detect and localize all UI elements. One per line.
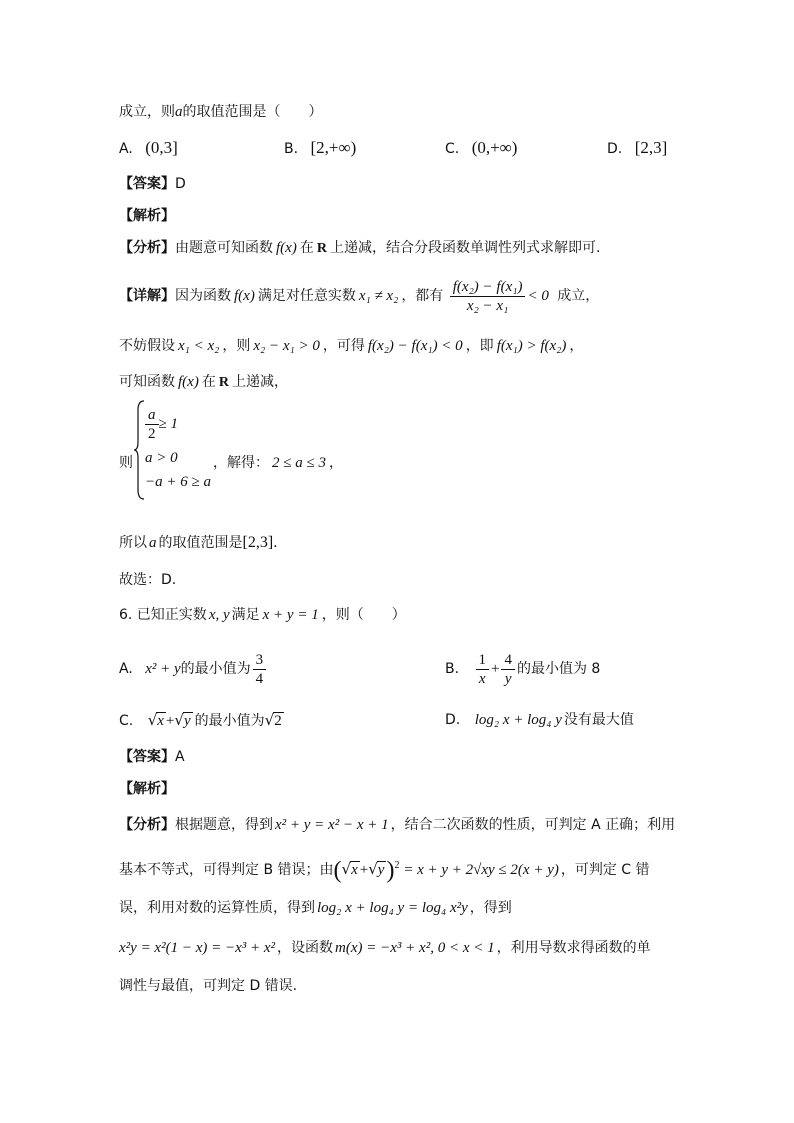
system-row-1 bbox=[145, 406, 178, 443]
system-row-3 bbox=[145, 474, 211, 491]
sqrt-icon: √ bbox=[341, 860, 352, 878]
fraction-numerator: 1 bbox=[476, 651, 490, 670]
text: 的最小值为 bbox=[194, 713, 265, 729]
answer-tag: 【答案】 bbox=[119, 176, 175, 192]
q6-fenxi-line2 bbox=[119, 856, 650, 884]
text: 的最小值为 8 bbox=[516, 661, 601, 677]
math: x₁ < x₂ bbox=[178, 338, 220, 354]
math-var: a bbox=[149, 535, 157, 551]
text: ，可判定 C 错 bbox=[560, 862, 650, 878]
inequality-system bbox=[119, 400, 519, 500]
text: 所以 bbox=[119, 535, 147, 551]
text: ，可得 bbox=[322, 338, 365, 354]
q5-range bbox=[119, 533, 278, 553]
math-expr: $(√x +√y)^2 = x + y + 2√xy \le 2(x + y)$ bbox=[333, 857, 559, 884]
q5-analysis-tag: 【解析】 bbox=[119, 208, 175, 224]
option-letter: B. bbox=[284, 141, 299, 157]
radicand: y bbox=[183, 713, 191, 729]
math-rel: < 0 bbox=[527, 288, 549, 304]
fraction-numerator: 4 bbox=[501, 651, 515, 670]
math-fx: f(x) bbox=[234, 288, 255, 304]
system-solution bbox=[213, 452, 343, 472]
math-op: + bbox=[165, 713, 175, 729]
answer-tag: 【答案】 bbox=[119, 749, 175, 765]
math-fraction bbox=[145, 406, 159, 443]
text: 上递减， bbox=[231, 374, 288, 390]
sqrt-icon: √ bbox=[174, 711, 184, 729]
q5-stem-tail bbox=[119, 102, 323, 122]
q6-analysis-tag: 【解析】 bbox=[119, 781, 175, 797]
text: 因为函数 bbox=[175, 288, 231, 304]
text: ，解得： bbox=[213, 455, 269, 471]
q6-stem bbox=[119, 605, 406, 625]
fraction-numerator: a bbox=[145, 406, 159, 425]
math: f(x₁) > f(x₂) bbox=[496, 338, 567, 354]
math: log₂ x + log₄ y = log₄ x²y bbox=[317, 900, 468, 916]
system-row-2 bbox=[145, 450, 178, 467]
q6-option-d bbox=[445, 709, 634, 731]
text: 上递减，结合分段函数单调性列式求解即可. bbox=[329, 240, 601, 256]
text: 由题意可知函数 bbox=[175, 240, 273, 256]
radicand: x bbox=[157, 713, 164, 729]
option-math: (0,+∞) bbox=[471, 138, 518, 157]
q5-option-d bbox=[607, 137, 667, 160]
fenxi-tag: 【分析】 bbox=[119, 240, 175, 256]
text: 则 bbox=[119, 455, 133, 471]
fraction-numerator: 3 bbox=[253, 651, 267, 670]
text: 基本不等式，可得判定 B 错误；由 bbox=[119, 862, 334, 878]
fraction-denominator: 2 bbox=[148, 426, 156, 442]
q5-option-c bbox=[445, 137, 517, 160]
option-letter: D. bbox=[607, 141, 623, 157]
math: x, y bbox=[208, 607, 230, 623]
math-R: R bbox=[218, 375, 229, 390]
q6-fenxi-line1 bbox=[119, 815, 675, 835]
math: −a + 6 ≥ a bbox=[145, 474, 211, 490]
text: 不妨假设 bbox=[119, 338, 175, 354]
text: 在 bbox=[299, 240, 314, 256]
math-fraction bbox=[450, 278, 526, 315]
text: 满足对任意实数 bbox=[257, 288, 356, 304]
text: 的最小值为 bbox=[180, 661, 251, 677]
math: x₂ − x₁ > 0 bbox=[253, 338, 320, 354]
option-math: (0,3] bbox=[145, 138, 178, 157]
option-letter: C. bbox=[445, 141, 460, 157]
q6-fenxi-line5: 调性与最值，可判定 D 错误. bbox=[119, 978, 298, 994]
fraction-denominator: y bbox=[504, 670, 512, 687]
q5-detail-line2 bbox=[119, 336, 583, 356]
math-rel: ≥ 1 bbox=[158, 415, 178, 432]
text: ，则 bbox=[222, 338, 251, 354]
q5-fenxi bbox=[119, 238, 600, 259]
sqrt-icon: √ bbox=[368, 860, 378, 878]
text: 误，利用对数的运算性质，得到 bbox=[119, 900, 315, 916]
text: . bbox=[273, 535, 278, 551]
answer-value: A bbox=[175, 749, 185, 765]
text: ，利用导数求得函数的单 bbox=[496, 940, 651, 956]
left-brace-icon bbox=[133, 400, 145, 500]
text: ，得到 bbox=[469, 900, 512, 916]
option-letter: A. bbox=[119, 661, 133, 677]
math-fraction bbox=[501, 651, 515, 688]
math-var: a bbox=[175, 104, 183, 120]
math-expr bbox=[265, 713, 284, 729]
math: [2,3] bbox=[242, 534, 274, 551]
math-cond: x₁ ≠ x₂ bbox=[358, 288, 399, 304]
math: x + y = 1 bbox=[262, 607, 319, 623]
q5-detail-line1 bbox=[119, 276, 599, 316]
math: 2 ≤ a ≤ 3 bbox=[272, 455, 326, 471]
math: = x + y + 2√xy ≤ 2(x + y) bbox=[403, 862, 559, 878]
q5-answer bbox=[119, 174, 186, 194]
option-letter: C. bbox=[119, 713, 134, 729]
text: 在 bbox=[201, 374, 216, 390]
left-paren-icon: ( bbox=[333, 857, 342, 884]
q6-option-c bbox=[119, 709, 284, 732]
text: 成立，则 bbox=[119, 104, 175, 120]
text: 没有最大值 bbox=[563, 712, 634, 728]
q5-option-a bbox=[119, 137, 178, 160]
radicand: 2 bbox=[274, 713, 282, 729]
text: ，都有 bbox=[401, 288, 444, 304]
math-fx: f(x) bbox=[276, 240, 297, 256]
math-fx: f(x) bbox=[178, 374, 199, 390]
text: ， bbox=[328, 455, 343, 471]
text: 的取值范围是（ ） bbox=[182, 104, 323, 120]
text: ， bbox=[569, 338, 584, 354]
option-math: x² + y bbox=[145, 661, 181, 677]
math: x²y = x²(1 − x) = −x³ + x² bbox=[119, 940, 276, 956]
q6-answer bbox=[119, 747, 185, 767]
text: 满足 bbox=[231, 607, 260, 623]
option-math: [2,3] bbox=[634, 138, 668, 157]
math-fraction bbox=[476, 651, 490, 688]
fenxi-tag: 【分析】 bbox=[119, 817, 175, 833]
text: 根据题意，得到 bbox=[175, 817, 273, 833]
sqrt-icon: √ bbox=[264, 711, 275, 729]
q6-fenxi-line3 bbox=[119, 898, 512, 918]
fraction-denominator: x₂ − x₁ bbox=[466, 297, 509, 314]
math-expr bbox=[148, 713, 193, 729]
q6-fenxi-line4 bbox=[119, 938, 651, 958]
text: ，设函数 bbox=[277, 940, 334, 956]
text: 可知函数 bbox=[119, 374, 175, 390]
text: 成立， bbox=[557, 288, 600, 304]
option-math: [2,+∞) bbox=[310, 138, 357, 157]
text: ，结合二次函数的性质，可判定 A 正确；利用 bbox=[390, 817, 676, 833]
math: m(x) = −x³ + x², 0 < x < 1 bbox=[335, 940, 495, 956]
answer-value: D bbox=[175, 176, 186, 192]
math-R: R bbox=[316, 241, 327, 256]
sqrt-icon: √ bbox=[147, 711, 158, 729]
math-fraction bbox=[253, 651, 267, 688]
q5-choose: 故选：D. bbox=[119, 572, 177, 588]
option-letter: D. bbox=[445, 712, 461, 728]
q6-option-a bbox=[119, 650, 268, 688]
option-letter: B. bbox=[445, 661, 460, 677]
fraction-numerator: f(x₂) − f(x₁) bbox=[450, 278, 526, 297]
option-letter: A. bbox=[119, 141, 133, 157]
option-math: log₂ x + log₄ y bbox=[474, 712, 562, 728]
detail-tag: 【详解】 bbox=[119, 288, 175, 304]
fraction-denominator: x bbox=[478, 670, 486, 687]
fraction-denominator: 4 bbox=[255, 670, 264, 687]
math: f(x₂) − f(x₁) < 0 bbox=[367, 338, 463, 354]
q5-detail-line3 bbox=[119, 372, 288, 393]
q5-option-b bbox=[284, 137, 356, 160]
math: x² + y = x² − x + 1 bbox=[275, 817, 389, 833]
math: a > 0 bbox=[145, 450, 178, 466]
text: 6. 已知正实数 bbox=[119, 607, 207, 623]
text: 的取值范围是 bbox=[158, 535, 243, 551]
math-op: + bbox=[491, 661, 500, 677]
text: ，则（ ） bbox=[321, 607, 406, 623]
right-paren-icon: ) bbox=[386, 857, 395, 884]
text: ，即 bbox=[465, 338, 494, 354]
q6-option-b bbox=[445, 650, 600, 688]
